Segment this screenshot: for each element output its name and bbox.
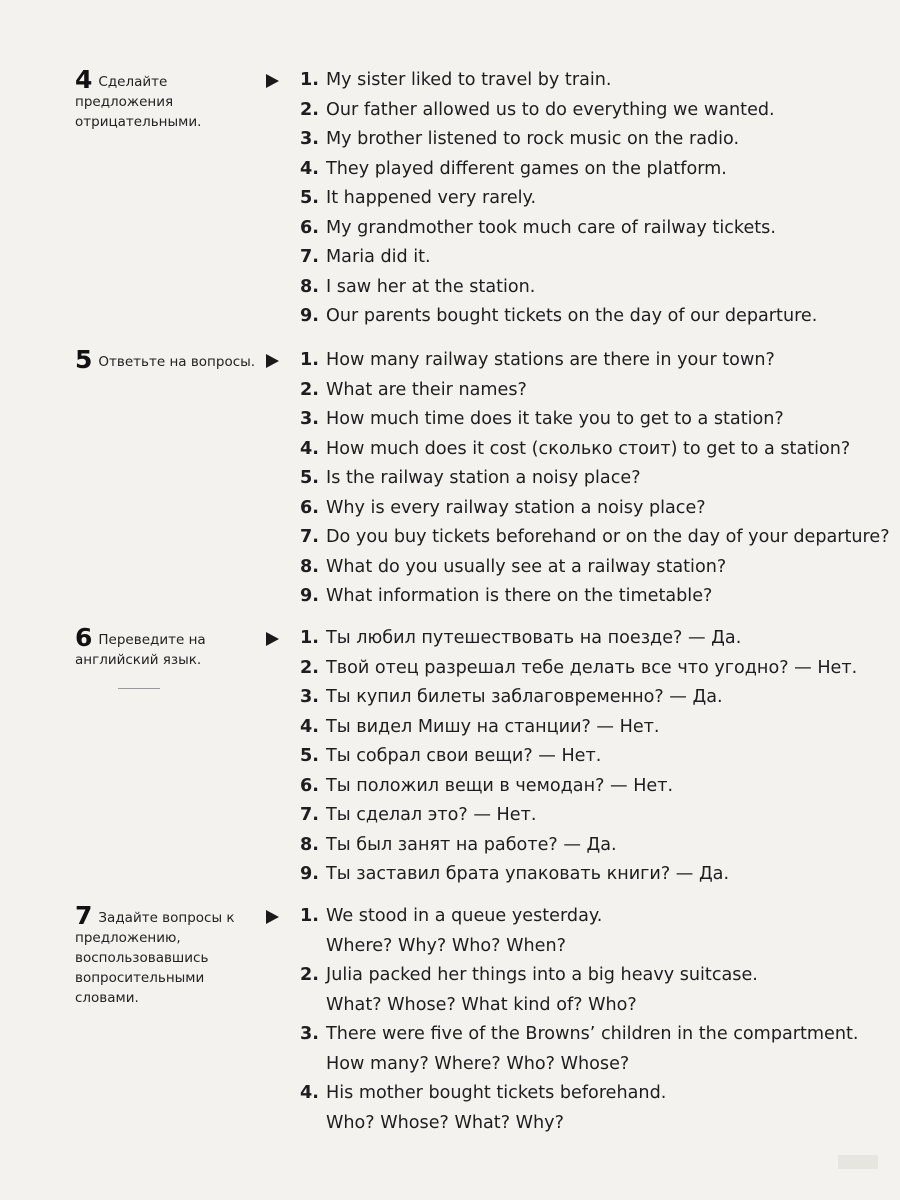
exercise-instruction: Ответьте на вопросы. (98, 354, 256, 370)
list-item (300, 464, 890, 494)
item-number: 9. (300, 864, 319, 884)
arrow-icon (266, 354, 279, 368)
list-item (300, 273, 890, 303)
list-item (300, 435, 890, 465)
list-item (300, 624, 890, 654)
item-text: What do you usually see at a railway station? (326, 556, 727, 577)
exercise-instruction: Сделайте предложения отрицательными. (75, 74, 202, 130)
list-item (300, 376, 890, 406)
arrow-icon (266, 632, 279, 646)
item-text: How much does it cost (сколько стоит) to get to a station? (326, 438, 851, 459)
item-text: We stood in a queue yesterday. (326, 906, 603, 926)
item-number: 4. (300, 1083, 319, 1103)
list-item (300, 302, 890, 332)
item-number: 9. (300, 586, 319, 606)
divider (118, 688, 160, 689)
item-number: 4. (300, 438, 319, 459)
item-text: Ты был занят на работе? — Да. (326, 834, 617, 855)
item-number: 5. (300, 746, 319, 766)
item-text: Ты любил путешествовать на поезде? — Да. (326, 628, 742, 648)
exercise-number: 4 (75, 65, 93, 94)
list-item (300, 683, 890, 713)
item-number: 6. (300, 217, 319, 238)
item-number: 9. (300, 306, 319, 326)
list-item (300, 902, 890, 932)
list-item (300, 654, 890, 684)
item-number: 2. (300, 965, 319, 985)
exercise-6-items (300, 624, 890, 890)
exercise-instruction: Задайте вопросы к предложению, воспользовавшись вопросительными словами. (75, 910, 235, 1006)
item-text: They played different games on the platform. (326, 158, 727, 179)
item-text: What are their names? (326, 379, 527, 400)
item-text: There were five of the Browns’ children in the compartment. (326, 1024, 859, 1044)
list-item (300, 772, 890, 802)
list-item (300, 125, 890, 155)
item-text: Maria did it. (326, 247, 431, 267)
item-number: 3. (300, 687, 319, 707)
item-text: My brother listened to rock music on the radio. (326, 129, 740, 149)
list-item (300, 831, 890, 861)
item-text: Ты положил вещи в чемодан? — Нет. (326, 775, 674, 796)
list-item (300, 742, 890, 772)
item-text: Ты видел Мишу на станции? — Нет. (326, 716, 660, 737)
item-text: Why is every railway station a noisy place? (326, 497, 706, 518)
list-item (300, 346, 890, 376)
exercise-instruction: Переведите на английский язык. (75, 632, 206, 668)
item-text: His mother bought tickets beforehand. (326, 1083, 667, 1103)
arrow-icon (266, 74, 279, 88)
item-text: How many railway stations are there in your town? (326, 350, 775, 370)
item-number: 2. (300, 379, 319, 400)
exercise-7-items (300, 902, 890, 1138)
item-text: I saw her at the station. (326, 276, 536, 297)
item-number: 4. (300, 716, 319, 737)
item-text: Julia packed her things into a big heavy suitcase. (326, 965, 758, 985)
item-number: 6. (300, 497, 319, 518)
item-number: 6. (300, 775, 319, 796)
question-words: Who? Whose? What? Why? (326, 1112, 564, 1133)
item-text: Do you buy tickets beforehand or on the day of your departure? (326, 527, 890, 547)
item-text: Ты собрал свои вещи? — Нет. (326, 746, 602, 766)
list-item (300, 713, 890, 743)
list-item (300, 184, 890, 214)
item-text: Our parents bought tickets on the day of our departure. (326, 306, 818, 326)
exercise-4-instruction-block (75, 65, 265, 132)
item-number: 7. (300, 247, 319, 267)
arrow-icon (266, 910, 279, 924)
question-words: What? Whose? What kind of? Who? (326, 994, 637, 1015)
list-item (300, 1079, 890, 1109)
item-number: 2. (300, 99, 319, 120)
exercise-number: 7 (75, 901, 93, 930)
list-item (300, 553, 890, 583)
item-text: It happened very rarely. (326, 188, 537, 208)
list-item (300, 523, 890, 553)
exercise-7-instruction-block (75, 901, 265, 1008)
question-words: Where? Why? Who? When? (326, 935, 566, 956)
exercise-5-items (300, 346, 890, 612)
list-item (300, 96, 890, 126)
question-words: How many? Where? Who? Whose? (326, 1053, 630, 1074)
exercise-5-instruction-block (75, 345, 265, 374)
item-text: How much time does it take you to get to a station? (326, 409, 784, 429)
list-item (300, 405, 890, 435)
item-number: 7. (300, 527, 319, 547)
item-number: 3. (300, 409, 319, 429)
list-item (300, 801, 890, 831)
item-text: What information is there on the timetable? (326, 586, 713, 606)
list-item (300, 1020, 890, 1050)
list-item (300, 582, 890, 612)
item-number: 8. (300, 556, 319, 577)
item-text: Ты сделал это? — Нет. (326, 805, 537, 825)
item-number: 8. (300, 276, 319, 297)
list-item (300, 243, 890, 273)
item-number: 2. (300, 657, 319, 678)
item-number: 1. (300, 350, 319, 370)
list-item (300, 494, 890, 524)
exercise-6-instruction-block (75, 623, 265, 670)
list-item (300, 961, 890, 991)
item-text: My sister liked to travel by train. (326, 70, 612, 90)
bleed-through-mark (838, 1155, 878, 1169)
exercise-number: 6 (75, 623, 93, 652)
exercise-number: 5 (75, 345, 93, 374)
list-item (300, 155, 890, 185)
list-item (300, 66, 890, 96)
exercise-4-items (300, 66, 890, 332)
item-number: 5. (300, 468, 319, 488)
item-text: Твой отец разрешал тебе делать все что угодно? — Нет. (326, 657, 858, 678)
item-text: Is the railway station a noisy place? (326, 468, 641, 488)
item-number: 5. (300, 188, 319, 208)
item-number: 3. (300, 129, 319, 149)
item-number: 8. (300, 834, 319, 855)
item-number: 3. (300, 1024, 319, 1044)
item-text: Ты купил билеты заблаговременно? — Да. (326, 687, 723, 707)
item-text: Our father allowed us to do everything we wanted. (326, 99, 775, 120)
list-item (300, 214, 890, 244)
item-number: 7. (300, 805, 319, 825)
item-number: 4. (300, 158, 319, 179)
item-text: My grandmother took much care of railway tickets. (326, 217, 776, 238)
list-item (300, 860, 890, 890)
item-number: 1. (300, 70, 319, 90)
item-text: Ты заставил брата упаковать книги? — Да. (326, 864, 730, 884)
item-number: 1. (300, 906, 319, 926)
item-number: 1. (300, 628, 319, 648)
